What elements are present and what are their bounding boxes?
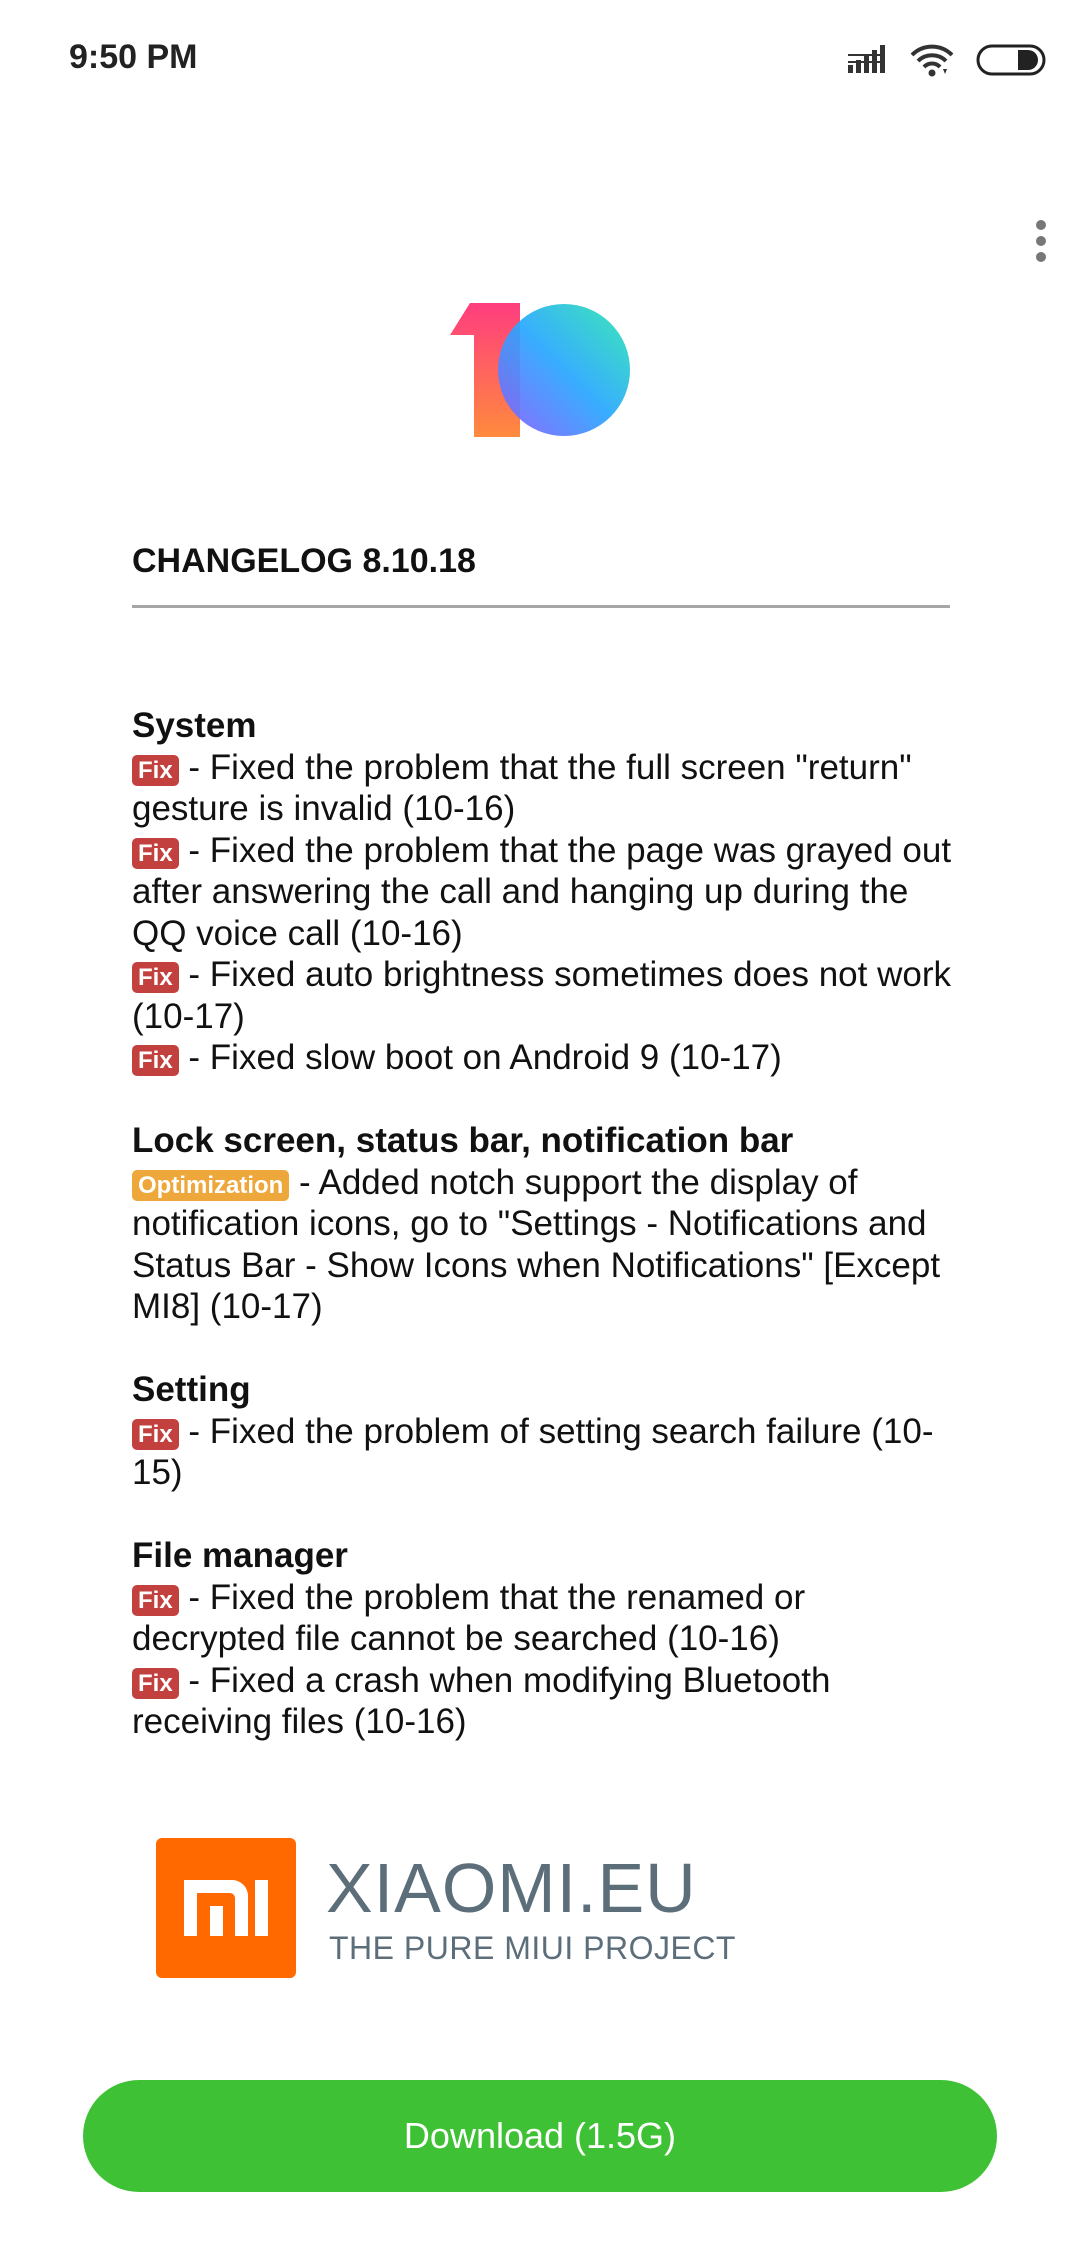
battery-icon xyxy=(976,44,1046,76)
entry-text: - Fixed the problem that the full screen "return" gesture is invalid (10-16) xyxy=(132,747,912,828)
fix-tag: Fix xyxy=(132,1045,179,1076)
fix-tag: Fix xyxy=(132,838,179,869)
title-divider xyxy=(132,605,950,608)
section-title: File manager xyxy=(132,1536,348,1575)
download-button[interactable]: Download (1.5G) xyxy=(83,2080,997,2192)
fix-tag: Fix xyxy=(132,1419,179,1450)
mi-logo xyxy=(156,1838,296,1978)
changelog-body xyxy=(132,705,962,1784)
changelog-entry xyxy=(132,1411,962,1494)
changelog-entry xyxy=(132,1162,962,1328)
section-lock-screen xyxy=(132,1120,962,1328)
section-title: System xyxy=(132,706,257,745)
changelog-entry xyxy=(132,747,962,830)
changelog-entry xyxy=(132,954,962,1037)
wifi-icon xyxy=(910,43,954,77)
status-time: 9:50 PM xyxy=(69,38,198,76)
entry-text: - Fixed the problem of setting search failure (10-15) xyxy=(132,1411,934,1492)
status-bar xyxy=(0,0,1080,118)
fix-tag: Fix xyxy=(132,1668,179,1699)
entry-text: - Fixed a crash when modifying Bluetooth receiving files (10-16) xyxy=(132,1660,831,1741)
optimization-tag: Optimization xyxy=(132,1170,289,1201)
section-file-manager xyxy=(132,1535,962,1743)
fix-tag: Fix xyxy=(132,755,179,786)
fix-tag: Fix xyxy=(132,962,179,993)
entry-text: - Fixed auto brightness sometimes does not work (10-17) xyxy=(132,955,951,1036)
brand-name: XIAOMI.EU xyxy=(326,1849,697,1927)
changelog-entry xyxy=(132,830,962,955)
section-title: Setting xyxy=(132,1370,251,1409)
changelog-entry xyxy=(132,1577,962,1660)
entry-text: - Fixed the problem that the renamed or decrypted file cannot be searched (10-16) xyxy=(132,1577,806,1658)
signal-icon xyxy=(848,45,888,75)
fix-tag: Fix xyxy=(132,1585,179,1616)
section-title: Lock screen, status bar, notification bar xyxy=(132,1121,794,1160)
brand-tagline: THE PURE MIUI PROJECT xyxy=(329,1930,736,1966)
section-setting xyxy=(132,1369,962,1494)
more-vertical-icon[interactable] xyxy=(1016,210,1066,272)
miui-10-logo xyxy=(450,303,630,442)
entry-text: - Fixed slow boot on Android 9 (10-17) xyxy=(178,1038,782,1077)
changelog-entry xyxy=(132,1037,962,1079)
entry-text: - Added notch support the display of notification icons, go to "Settings - Notifications and Status Bar - Show Icons when Notifications" [Except MI8] (10-17) xyxy=(132,1162,941,1326)
entry-text: - Fixed the problem that the page was grayed out after answering the call and hanging up during the QQ voice call (10-16) xyxy=(132,830,952,953)
changelog-title: CHANGELOG 8.10.18 xyxy=(132,542,476,580)
section-system xyxy=(132,705,962,1079)
status-icons xyxy=(848,40,1046,80)
changelog-entry xyxy=(132,1660,962,1743)
